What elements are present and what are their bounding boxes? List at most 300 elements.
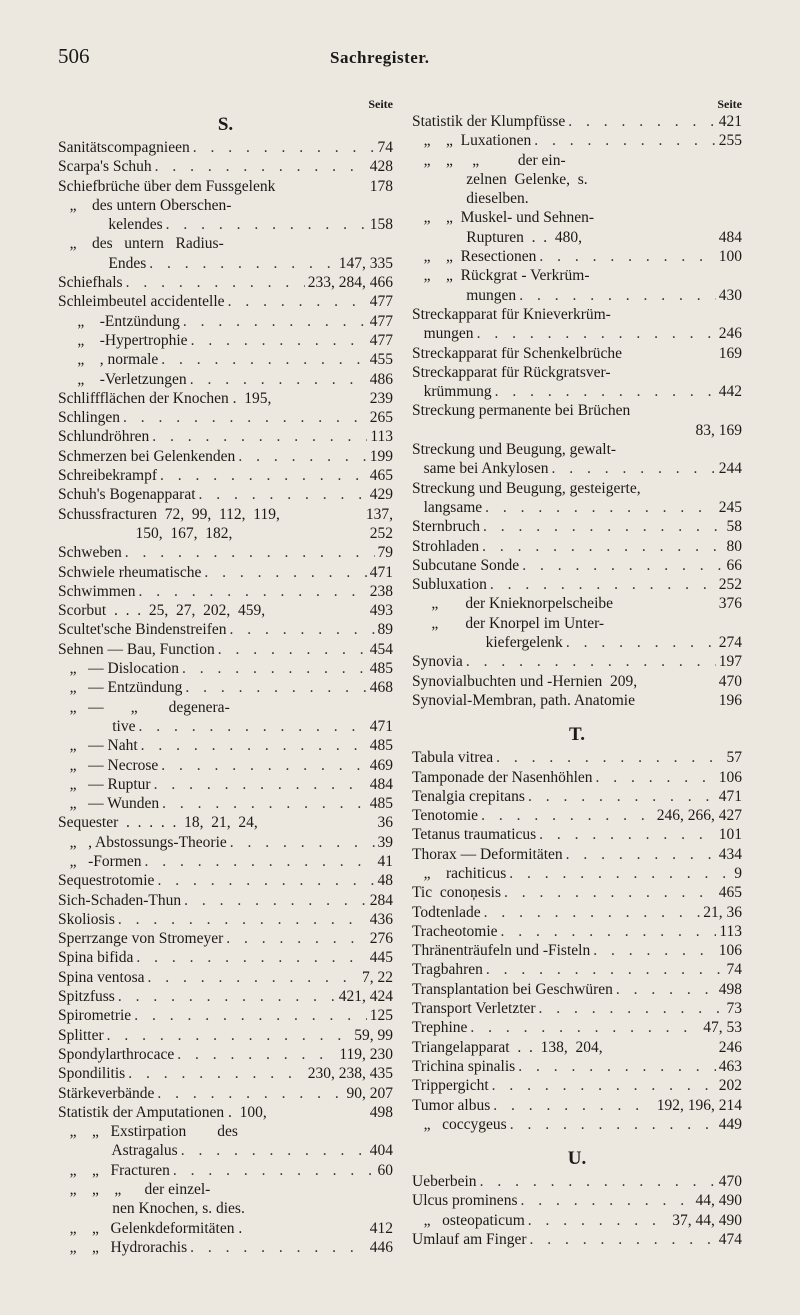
dot-leader <box>536 825 716 844</box>
dot-leader <box>145 968 359 987</box>
dot-leader <box>492 382 716 401</box>
entry-pages: 430 <box>718 286 742 304</box>
dot-leader <box>138 736 367 755</box>
entry-term: tive <box>58 717 136 735</box>
index-entry <box>58 505 393 524</box>
entry-term: Synovialbuchten und -Hernien 209, <box>412 672 638 690</box>
index-entry <box>58 1141 393 1160</box>
entry-term: Spina bifida <box>58 949 134 967</box>
dot-leader <box>515 1057 716 1076</box>
dot-leader <box>483 960 724 979</box>
entry-term: dieselben. <box>412 190 529 208</box>
index-entry <box>58 871 393 890</box>
entry-pages: 48 <box>377 872 393 890</box>
dot-leader <box>201 563 366 582</box>
entry-pages: 445 <box>369 949 393 967</box>
entry-term: Transplantation bei Geschwüren <box>412 980 613 998</box>
entry-term: „ der Knorpel im Unter- <box>412 614 605 632</box>
dot-leader <box>516 286 716 305</box>
dot-leader <box>477 1172 716 1191</box>
index-entry <box>412 1191 742 1210</box>
dot-leader <box>178 1141 367 1160</box>
page-column-header: Seite <box>368 97 393 111</box>
index-entry <box>58 736 393 755</box>
index-entry <box>58 601 393 620</box>
index-entry <box>412 941 742 960</box>
entry-term: Tic conoņesis <box>412 884 501 902</box>
dot-leader <box>179 659 367 678</box>
entry-pages: 39 <box>377 833 393 851</box>
entry-term: 150, 167, 182, <box>58 524 233 542</box>
entry-pages: 498 <box>718 980 742 998</box>
dot-leader <box>563 845 716 864</box>
index-entry <box>412 980 742 999</box>
section-letter: U. <box>567 1148 587 1170</box>
entry-pages: 197 <box>718 653 742 671</box>
index-entry <box>58 1026 393 1045</box>
entry-pages: 376 <box>718 595 742 613</box>
entry-term: Spirometrie <box>58 1007 132 1025</box>
entry-pages: 255 <box>718 132 742 150</box>
entry-term: Spina ventosa <box>58 968 145 986</box>
dot-leader <box>115 910 367 929</box>
index-entry <box>58 370 393 389</box>
entry-term: „ -Entzündung <box>58 312 180 330</box>
entry-pages: 47, 53 <box>703 1019 742 1037</box>
index-entry <box>412 479 742 498</box>
entry-term: Sehnen — Bau, Function <box>58 640 215 658</box>
entry-term: mungen <box>412 325 474 343</box>
index-entry <box>58 273 393 292</box>
dot-leader <box>501 883 716 902</box>
entry-pages: 125 <box>369 1007 393 1025</box>
dot-leader <box>152 157 367 176</box>
entry-term: „ — Entzündung <box>58 679 183 697</box>
index-entry <box>58 1084 393 1103</box>
index-entry <box>58 1103 393 1122</box>
entry-term: Schiefhals <box>58 274 123 292</box>
entry-pages: 252 <box>718 576 742 594</box>
entry-pages: 429 <box>369 486 393 504</box>
entry-term: Trephine <box>412 1019 468 1037</box>
entry-term: „ „ Gelenkdeformitäten . <box>58 1219 243 1237</box>
entry-pages: 428 <box>369 158 393 176</box>
index-entry <box>412 825 742 844</box>
index-entry <box>412 672 742 691</box>
dot-leader <box>517 1191 692 1210</box>
index-entry <box>58 157 393 176</box>
dot-leader <box>498 922 717 941</box>
entry-term: „ „ „ der ein- <box>412 151 566 169</box>
entry-term: Ulcus prominens <box>412 1192 518 1210</box>
entry-pages: 465 <box>369 467 393 485</box>
entry-pages: 449 <box>718 1115 742 1133</box>
index-entry <box>58 756 393 775</box>
entry-pages: 101 <box>718 826 742 844</box>
entry-pages: 137, <box>365 505 393 523</box>
entry-term: mungen <box>412 286 517 304</box>
entry-pages: 471 <box>369 717 393 735</box>
entry-pages: 9 <box>734 864 742 882</box>
index-entry <box>58 1122 393 1141</box>
index-entry <box>412 575 742 594</box>
entry-term: „ „ Fracturen <box>58 1161 170 1179</box>
entry-term: Tamponade der Nasenhöhlen <box>412 768 593 786</box>
index-entry <box>412 440 742 459</box>
dot-leader <box>136 582 367 601</box>
dot-leader <box>149 427 367 446</box>
index-entry <box>412 999 742 1018</box>
index-entry <box>58 659 393 678</box>
entry-term: „ rachiticus <box>412 864 507 882</box>
entry-pages: 474 <box>718 1231 742 1249</box>
dot-leader <box>146 254 335 273</box>
entry-pages: 246 <box>718 325 742 343</box>
dot-leader <box>187 370 367 389</box>
entry-term: Todtenlade <box>412 903 481 921</box>
dot-leader <box>482 498 716 517</box>
index-entry <box>412 1038 742 1057</box>
entry-term: „ — „ degenera- <box>58 698 230 716</box>
entry-pages: 100 <box>718 248 742 266</box>
entry-term: Synovial-Membran, path. Anatomie <box>412 691 635 709</box>
dot-leader <box>227 620 375 639</box>
dot-leader <box>536 999 724 1018</box>
dot-leader <box>235 447 366 466</box>
index-entry <box>58 563 393 582</box>
entry-term: Schreibekrampf <box>58 467 157 485</box>
index-entry <box>58 968 393 987</box>
index-entry <box>58 640 393 659</box>
entry-term: Schuh's Bogenapparat <box>58 486 196 504</box>
index-entry <box>412 459 742 478</box>
index-entry <box>58 1045 393 1064</box>
entry-pages: 79 <box>377 544 393 562</box>
entry-term: „ „ Hydrorachis <box>58 1238 188 1256</box>
entry-pages: 252 <box>369 524 393 542</box>
entry-term: „ -Formen <box>58 852 142 870</box>
index-entry <box>412 903 742 922</box>
entry-term: Stärkeverbände <box>58 1084 155 1102</box>
entry-term: Sequestrotomie <box>58 872 155 890</box>
index-entry <box>58 215 393 234</box>
entry-term: „ des untern Oberschen- <box>58 196 232 214</box>
index-entry <box>412 864 742 883</box>
entry-pages: 106 <box>718 942 742 960</box>
dot-leader <box>479 537 723 556</box>
entry-term: „ der Knieknorpelscheibe <box>412 595 614 613</box>
entry-pages: 106 <box>718 768 742 786</box>
dot-leader <box>463 652 716 671</box>
entry-term: „ -Hypertrophie <box>58 331 188 349</box>
entry-term: „ — Wunden <box>58 795 160 813</box>
index-entry <box>58 408 393 427</box>
index-entry <box>412 614 742 633</box>
entry-term: Tenalgia crepitans <box>412 787 525 805</box>
dot-leader <box>548 459 715 478</box>
index-entry <box>58 427 393 446</box>
dot-leader <box>154 871 374 890</box>
index-entry <box>58 254 393 273</box>
entry-term: Schmerzen bei Gelenkenden <box>58 447 236 465</box>
entry-pages: 119, 230 <box>339 1045 393 1063</box>
entry-pages: 192, 196, 214 <box>656 1096 742 1114</box>
entry-pages: 486 <box>369 370 393 388</box>
entry-pages: 284 <box>369 891 393 909</box>
entry-term: Umlauf am Finger <box>412 1231 527 1249</box>
index-entry <box>58 794 393 813</box>
section-letter: T. <box>568 724 585 746</box>
index-entry <box>58 678 393 697</box>
entry-term: „ osteopaticum <box>412 1211 525 1229</box>
index-entry <box>412 806 742 825</box>
entry-term: Schweben <box>58 544 122 562</box>
entry-pages: 484 <box>369 775 393 793</box>
entry-pages: 74 <box>377 139 393 156</box>
dot-leader <box>120 408 367 427</box>
dot-leader <box>104 1026 352 1045</box>
entry-term: kelendes <box>58 216 163 234</box>
entry-term: Schliffflächen der Knochen . 195, <box>58 389 272 407</box>
dot-leader <box>123 273 305 292</box>
entry-pages: 455 <box>369 351 393 369</box>
entry-term: Transport Verletzter <box>412 1000 536 1018</box>
entry-pages: 493 <box>369 602 393 620</box>
dot-leader <box>613 980 716 999</box>
entry-pages: 199 <box>369 447 393 465</box>
entry-term: „ „ Rückgrat - Verkrüm- <box>412 267 590 285</box>
index-entry <box>58 1238 393 1257</box>
entry-term: Statistik der Klumpfüsse <box>412 113 566 130</box>
dot-leader <box>223 929 366 948</box>
entry-term: Schlingen <box>58 409 120 427</box>
dot-leader <box>196 485 367 504</box>
entry-term: Streckung permanente bei Brüchen <box>412 402 631 420</box>
section-gap <box>412 1134 742 1146</box>
entry-term: „ — Dislocation <box>58 660 179 678</box>
dot-leader <box>531 131 716 150</box>
entry-pages: 36 <box>377 814 393 832</box>
entry-pages: 60 <box>377 1161 393 1179</box>
dot-leader <box>181 891 367 910</box>
entry-pages: 421, 424 <box>338 988 393 1006</box>
dot-leader <box>157 466 367 485</box>
entry-term: „ coccygeus <box>412 1115 507 1133</box>
index-entry <box>58 292 393 311</box>
entry-term: Streckapparat für Knieverkrüm- <box>412 305 611 323</box>
entry-term: Spitzfuss <box>58 988 115 1006</box>
entry-term: Splitter <box>58 1026 104 1044</box>
dot-leader <box>174 1045 336 1064</box>
entry-term: Streckapparat für Schenkelbrüche <box>412 344 623 362</box>
entry-pages: 230, 238, 435 <box>307 1065 393 1083</box>
entry-pages: 21, 36 <box>703 903 742 921</box>
index-entry <box>412 960 742 979</box>
entry-term: Spondilitis <box>58 1065 126 1083</box>
entry-term: Tracheotomie <box>412 922 498 940</box>
entry-term: Spondylarthrocace <box>58 1045 175 1063</box>
entry-term: Schlundröhren <box>58 428 150 446</box>
dot-leader <box>506 864 731 883</box>
dot-leader <box>115 987 336 1006</box>
index-entry <box>58 312 393 331</box>
entry-term: Thränenträufeln und -Fisteln <box>412 942 591 960</box>
index-entry <box>58 485 393 504</box>
entry-pages: 113 <box>719 922 742 940</box>
index-entry <box>412 922 742 941</box>
index-entry <box>412 652 742 671</box>
entry-term: Streckung und Beugung, gesteigerte, <box>412 479 641 497</box>
entry-pages: 7, 22 <box>362 968 393 986</box>
index-entry <box>58 987 393 1006</box>
entry-term: Tragbahren <box>412 961 483 979</box>
entry-pages: 446 <box>369 1238 393 1256</box>
dot-leader <box>215 640 367 659</box>
dot-leader <box>180 312 367 331</box>
entry-pages: 59, 99 <box>354 1026 393 1044</box>
dot-leader <box>163 215 367 234</box>
entry-pages: 147, 335 <box>338 254 393 272</box>
entry-term: Sich-Schaden-Thun <box>58 891 182 909</box>
entry-pages: 244 <box>718 460 742 478</box>
index-entry <box>412 748 742 767</box>
entry-pages: 83, 169 <box>695 421 742 439</box>
dot-leader <box>182 678 366 697</box>
dot-leader <box>187 1238 367 1257</box>
entry-term: „ , normale <box>58 351 159 369</box>
dot-leader <box>151 775 367 794</box>
entry-term: Tumor albus <box>412 1096 491 1114</box>
entry-term: Scorbut . . . 25, 27, 202, 459, <box>58 602 266 620</box>
entry-pages: 469 <box>369 756 393 774</box>
entry-pages: 245 <box>718 498 742 516</box>
index-entry <box>58 1180 393 1199</box>
entry-term: Schwiele rheumatische <box>58 563 202 581</box>
index-entry <box>58 929 393 948</box>
entry-pages: 57 <box>726 749 742 767</box>
index-entry <box>412 517 742 536</box>
index-entry <box>412 633 742 652</box>
entry-pages: 470 <box>718 1173 742 1191</box>
entry-term: Sanitätscompagnieen <box>58 139 190 156</box>
entry-pages: 41 <box>377 852 393 870</box>
index-entry <box>412 594 742 613</box>
entry-pages: 89 <box>377 621 393 639</box>
entry-pages: 498 <box>369 1103 393 1121</box>
index-entry <box>412 498 742 517</box>
entry-term: Skoliosis <box>58 910 115 928</box>
dot-leader <box>563 633 716 652</box>
index-entry <box>58 717 393 736</box>
dot-leader <box>154 1084 343 1103</box>
entry-pages: 463 <box>718 1057 742 1075</box>
entry-pages: 436 <box>369 910 393 928</box>
entry-term: Synovia <box>412 653 463 671</box>
entry-term: „ „ Muskel- und Sehnen- <box>412 209 595 227</box>
entry-term: Schiefbrüche über dem Fussgelenk <box>58 177 276 195</box>
dot-leader <box>131 1006 367 1025</box>
index-entry <box>412 1096 742 1115</box>
entry-pages: 74 <box>726 961 742 979</box>
index-entry <box>412 266 742 285</box>
index-entry <box>412 208 742 227</box>
dot-leader <box>565 112 715 131</box>
index-entry <box>412 421 742 440</box>
entry-term: Schussfracturen 72, 99, 112, 119, <box>58 505 280 523</box>
dot-leader <box>525 787 716 806</box>
index-entry <box>58 196 393 215</box>
index-entry <box>58 775 393 794</box>
index-entry <box>412 286 742 305</box>
index-entry <box>412 691 742 710</box>
entry-term: Schleimbeutel accidentelle <box>58 293 225 311</box>
entry-term: Streckapparat für Rückgratsver- <box>412 363 611 381</box>
index-entry <box>58 891 393 910</box>
dot-leader <box>480 517 723 536</box>
index-entry <box>412 131 742 150</box>
entry-pages: 90, 207 <box>346 1084 393 1102</box>
dot-leader <box>593 768 716 787</box>
entry-term: Scultet'sche Bindenstreifen <box>58 621 227 639</box>
entry-pages: 434 <box>718 845 742 863</box>
entry-pages: 465 <box>718 884 742 902</box>
dot-leader <box>227 833 375 852</box>
index-entry <box>58 852 393 871</box>
index-entry <box>412 112 742 131</box>
index-entry <box>412 324 742 343</box>
entry-term: langsame <box>412 498 483 516</box>
dot-leader <box>507 1115 716 1134</box>
entry-pages: 485 <box>369 737 393 755</box>
entry-term: Astragalus <box>58 1142 178 1160</box>
entry-term: nen Knochen, s. dies. <box>58 1200 245 1218</box>
index-entry <box>412 170 742 189</box>
index-entry <box>412 228 742 247</box>
index-entry <box>58 447 393 466</box>
entry-term: Schwimmen <box>58 582 136 600</box>
dot-leader <box>158 350 366 369</box>
entry-pages: 265 <box>369 409 393 427</box>
index-entry <box>412 556 742 575</box>
entry-term: „ „ Exstirpation des <box>58 1123 238 1141</box>
dot-leader <box>125 1064 305 1083</box>
index-entry <box>412 1230 742 1249</box>
index-entry <box>58 466 393 485</box>
entry-term: „ — Ruptur <box>58 775 151 793</box>
index-entry <box>412 768 742 787</box>
entry-pages: 485 <box>369 795 393 813</box>
entry-term: Sternbruch <box>412 518 481 536</box>
dot-leader <box>519 556 723 575</box>
index-entry <box>412 1115 742 1134</box>
entry-term: Rupturen . . 480, <box>412 228 583 246</box>
entry-pages: 477 <box>369 293 393 311</box>
index-entry <box>58 582 393 601</box>
dot-leader <box>136 717 367 736</box>
entry-term: Endes <box>58 254 147 272</box>
index-entry <box>412 1172 742 1191</box>
index-entry <box>412 537 742 556</box>
dot-leader <box>159 794 367 813</box>
entry-pages: 66 <box>726 556 742 574</box>
index-entry <box>58 1064 393 1083</box>
index-entry <box>58 177 393 196</box>
section-letter: S. <box>217 114 234 135</box>
index-entry <box>58 234 393 253</box>
index-entry <box>412 344 742 363</box>
entry-term: krümmung <box>412 383 492 401</box>
entry-pages: 238 <box>369 582 393 600</box>
